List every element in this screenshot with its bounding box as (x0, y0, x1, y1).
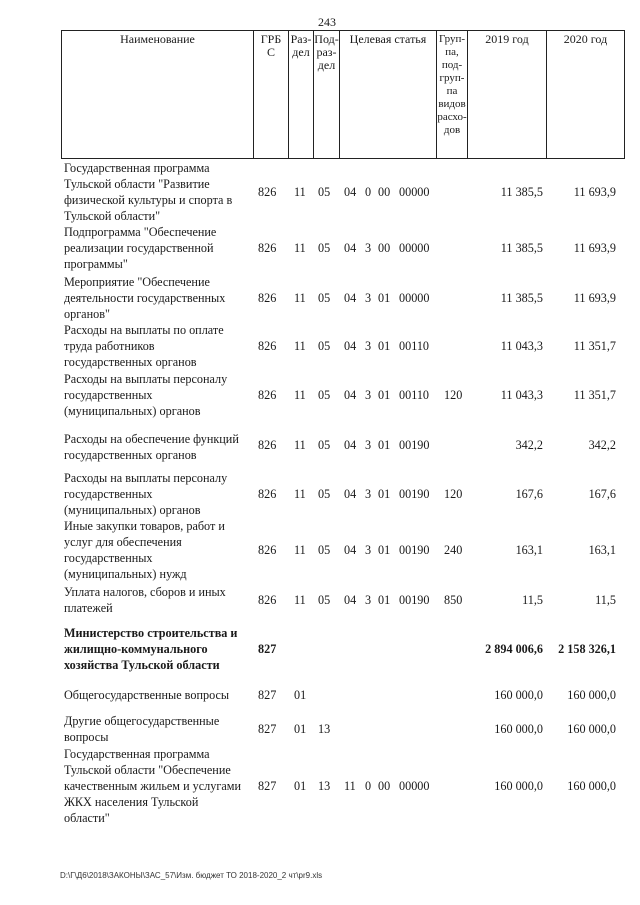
row-2020-value: 11 351,7 (573, 388, 616, 402)
row-target-event: 00 (378, 779, 391, 793)
row-2019-value: 167,6 (515, 487, 543, 501)
row-2020-value: 11,5 (595, 593, 616, 607)
row-2020-value: 167,6 (588, 487, 616, 501)
row-podrazdel: 05 (318, 543, 331, 557)
row-group: 120 (444, 388, 463, 402)
row-target-program: 04 (344, 543, 357, 557)
row-name: Другие общегосударственные вопросы (64, 714, 220, 744)
row-target-direction: 00000 (399, 291, 430, 305)
row-name: Расходы на выплаты персоналу государственных (муниципальных) органов (64, 372, 228, 418)
row-name: Государственная программа Тульской области "Развитие физической культуры и спорта в Тульской области" (64, 161, 233, 223)
row-razdel: 11 (294, 185, 306, 199)
row-2019-value: 2 894 006,6 (485, 642, 543, 656)
row-razdel: 11 (294, 388, 306, 402)
row-target-program: 04 (344, 339, 357, 353)
header-2019: 2019 год (485, 32, 529, 46)
row-target-subprogram: 0 (365, 779, 372, 793)
row-razdel: 01 (294, 779, 307, 793)
row-target-program: 04 (344, 593, 357, 607)
row-2019-value: 160 000,0 (494, 688, 543, 702)
row-podrazdel: 13 (318, 779, 331, 793)
header-grbs: ГРБ С (260, 32, 282, 59)
row-target-subprogram: 0 (365, 185, 372, 199)
row-2019-value: 160 000,0 (494, 779, 543, 793)
row-target-subprogram: 3 (365, 487, 372, 501)
row-grbs: 827 (258, 779, 277, 793)
row-target-direction: 00190 (399, 487, 430, 501)
header-divider (546, 30, 547, 159)
header-razdel: Раз- дел (290, 32, 312, 59)
row-2019-value: 11 385,5 (500, 291, 543, 305)
row-name: Расходы на выплаты по оплате труда работников государственных органов (64, 323, 224, 369)
header-divider (467, 30, 468, 159)
header-2020: 2020 год (563, 32, 608, 46)
row-grbs: 826 (258, 593, 277, 607)
row-2020-value: 163,1 (588, 543, 616, 557)
row-grbs: 826 (258, 438, 277, 452)
row-2019-value: 11 043,3 (500, 339, 543, 353)
row-grbs: 826 (258, 291, 277, 305)
header-group: Груп- па, под- груп- па видов расхо- дов (437, 33, 467, 136)
header-divider (624, 30, 625, 159)
file-path-footer: D:\Г\Д6\2018\ЗАКОНЫ\ЗАС_57\Изм. бюджет ТО 2018-2020_2 чт\pr9.xls (60, 871, 323, 880)
row-podrazdel: 05 (318, 339, 331, 353)
row-2020-value: 160 000,0 (567, 688, 616, 702)
row-target-event: 00 (378, 241, 391, 255)
row-grbs: 826 (258, 185, 277, 199)
row-2020-value: 11 351,7 (573, 339, 616, 353)
row-razdel: 01 (294, 688, 307, 702)
row-2020-value: 11 693,9 (573, 241, 616, 255)
row-grbs: 826 (258, 388, 277, 402)
table-top-border (61, 30, 625, 31)
row-2020-value: 160 000,0 (567, 779, 616, 793)
row-grbs: 826 (258, 339, 277, 353)
row-podrazdel: 05 (318, 438, 331, 452)
row-target-direction: 00000 (399, 241, 430, 255)
row-razdel: 11 (294, 291, 306, 305)
row-podrazdel: 05 (318, 185, 331, 199)
header-divider (61, 30, 62, 159)
row-2020-value: 2 158 326,1 (558, 642, 616, 656)
row-target-subprogram: 3 (365, 388, 372, 402)
row-razdel: 11 (294, 241, 306, 255)
row-target-event: 01 (378, 487, 391, 501)
row-podrazdel: 05 (318, 291, 331, 305)
row-name: Подпрограмма "Обеспечение реализации государственной программы" (64, 225, 217, 271)
row-2019-value: 342,2 (515, 438, 543, 452)
row-name: Министерство строительства и жилищно-коммунального хозяйства Тульской области (64, 626, 238, 672)
row-target-direction: 00190 (399, 543, 430, 557)
header-target-article: Целевая статья (349, 32, 427, 46)
row-2019-value: 11 043,3 (500, 388, 543, 402)
row-2019-value: 11 385,5 (500, 185, 543, 199)
header-podrazdel: Под- раз- дел (314, 32, 339, 72)
row-target-direction: 00190 (399, 438, 430, 452)
row-target-event: 01 (378, 339, 391, 353)
row-target-direction: 00000 (399, 185, 430, 199)
row-name: Иные закупки товаров, работ и услуг для обеспечения государственных (муниципальных) нужд (64, 519, 225, 581)
row-name: Мероприятие "Обеспечение деятельности государственных органов" (64, 275, 226, 321)
row-2020-value: 160 000,0 (567, 722, 616, 736)
row-2020-value: 11 693,9 (573, 185, 616, 199)
row-group: 120 (444, 487, 463, 501)
row-name: Государственная программа Тульской области "Обеспечение качественным жильем и услугами ЖКХ населения Тульской области" (64, 747, 241, 825)
row-grbs: 826 (258, 487, 277, 501)
row-target-direction: 00000 (399, 779, 430, 793)
row-name: Расходы на выплаты персоналу государственных (муниципальных) органов (64, 471, 228, 517)
row-group: 240 (444, 543, 463, 557)
row-target-direction: 00110 (399, 339, 430, 353)
row-target-subprogram: 3 (365, 241, 372, 255)
row-name: Общегосударственные вопросы (64, 688, 230, 702)
row-podrazdel: 05 (318, 388, 331, 402)
row-2019-value: 11,5 (522, 593, 543, 607)
row-target-program: 04 (344, 241, 357, 255)
row-razdel: 11 (294, 593, 306, 607)
row-razdel: 11 (294, 543, 306, 557)
row-podrazdel: 05 (318, 241, 331, 255)
row-name: Расходы на обеспечение функций государственных органов (64, 432, 239, 462)
row-grbs: 827 (258, 642, 277, 656)
row-name: Уплата налогов, сборов и иных платежей (64, 585, 226, 615)
header-divider (339, 30, 340, 159)
row-razdel: 11 (294, 438, 306, 452)
row-target-event: 01 (378, 438, 391, 452)
row-2020-value: 342,2 (588, 438, 616, 452)
table-header-bottom-border (61, 158, 625, 159)
row-grbs: 826 (258, 241, 277, 255)
row-target-event: 01 (378, 388, 391, 402)
row-target-subprogram: 3 (365, 291, 372, 305)
row-target-event: 01 (378, 291, 391, 305)
row-target-program: 04 (344, 388, 357, 402)
row-target-direction: 00110 (399, 388, 430, 402)
row-2019-value: 11 385,5 (500, 241, 543, 255)
row-2019-value: 160 000,0 (494, 722, 543, 736)
page-number: 243 (318, 15, 336, 29)
row-target-direction: 00190 (399, 593, 430, 607)
row-2019-value: 163,1 (515, 543, 543, 557)
row-target-program: 11 (344, 779, 356, 793)
row-razdel: 01 (294, 722, 307, 736)
row-target-event: 01 (378, 593, 391, 607)
row-target-subprogram: 3 (365, 438, 372, 452)
row-grbs: 826 (258, 543, 277, 557)
row-target-subprogram: 3 (365, 593, 372, 607)
row-target-program: 04 (344, 291, 357, 305)
row-target-event: 00 (378, 185, 391, 199)
row-target-program: 04 (344, 185, 357, 199)
row-razdel: 11 (294, 487, 306, 501)
row-target-event: 01 (378, 543, 391, 557)
row-grbs: 827 (258, 722, 277, 736)
row-podrazdel: 05 (318, 593, 331, 607)
row-razdel: 11 (294, 339, 306, 353)
row-group: 850 (444, 593, 463, 607)
row-target-program: 04 (344, 487, 357, 501)
row-target-subprogram: 3 (365, 339, 372, 353)
header-name: Наименование (120, 32, 195, 46)
row-target-program: 04 (344, 438, 357, 452)
row-podrazdel: 13 (318, 722, 331, 736)
row-podrazdel: 05 (318, 487, 331, 501)
row-2020-value: 11 693,9 (573, 291, 616, 305)
row-target-subprogram: 3 (365, 543, 372, 557)
row-grbs: 827 (258, 688, 277, 702)
